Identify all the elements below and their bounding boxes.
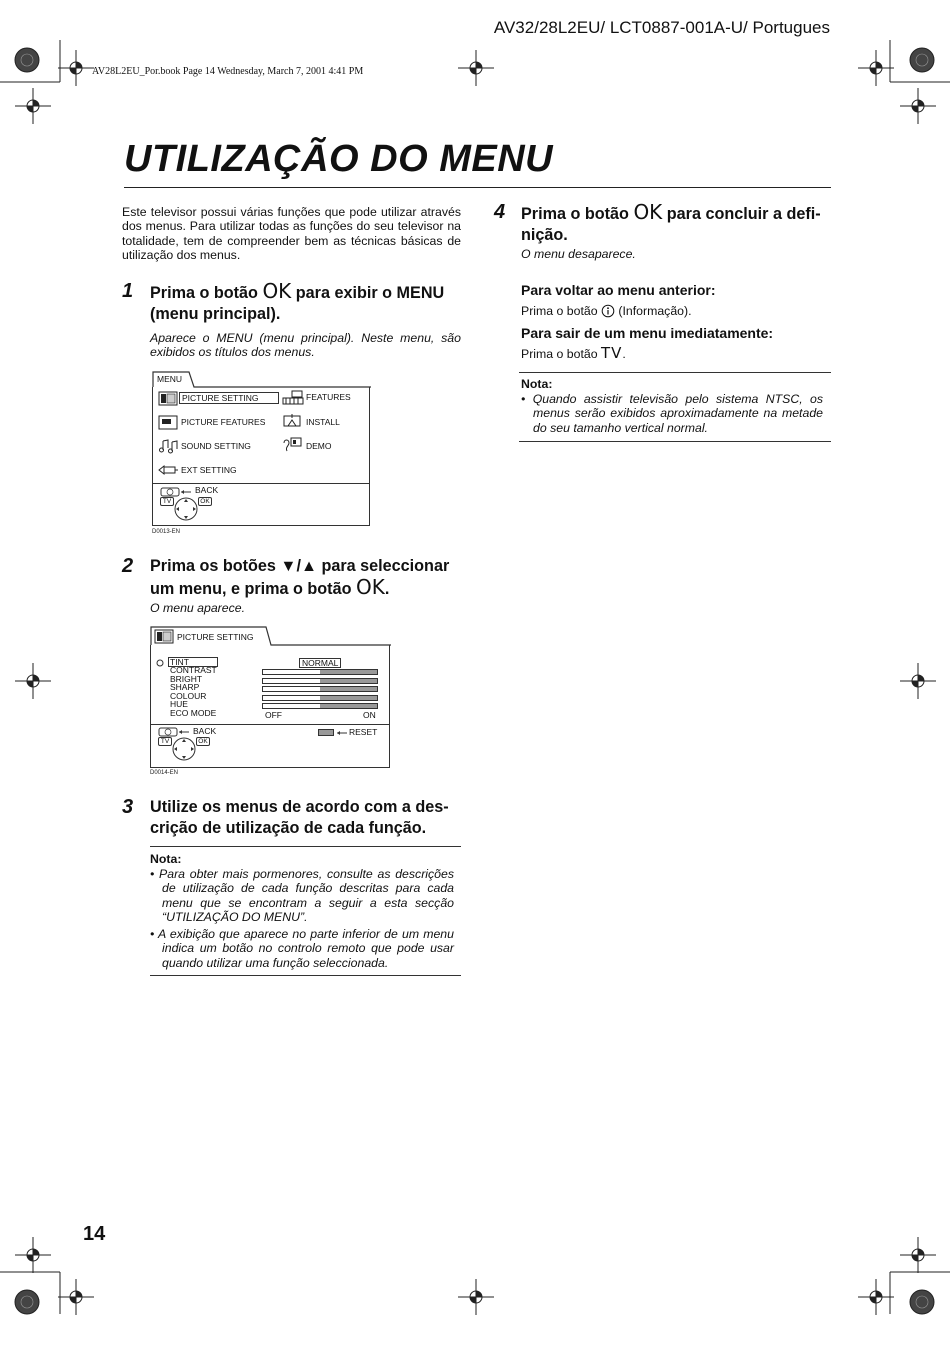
step-1-description: Aparece o MENU (menu principal). Neste menu, são exibidos os títulos dos menus. bbox=[150, 331, 461, 360]
title-divider bbox=[124, 187, 831, 188]
level-fill bbox=[320, 679, 377, 683]
install-tv-icon bbox=[282, 414, 302, 429]
eco-off-label: OFF bbox=[265, 710, 282, 720]
ok-button-glyph: OK bbox=[633, 200, 663, 224]
step-2-heading-post: . bbox=[384, 580, 390, 598]
row-label[interactable]: CONTRAST bbox=[170, 665, 217, 675]
step-1-number: 1 bbox=[122, 280, 134, 302]
step-4-heading-post: para concluir a defi- bbox=[662, 205, 821, 223]
arrow-left-icon bbox=[336, 729, 348, 737]
reset-hint-label: RESET bbox=[349, 727, 378, 737]
page-title: UTILIZAÇÃO DO MENU bbox=[124, 138, 554, 180]
note-bullet-text: Quando assistir televisão pelo sistema NTSC, os menus serão exibidos aproximadamente na metade do seu tamanho vertical normal. bbox=[532, 392, 823, 435]
step-3-heading-line1: Utilize os menus de acordo com a des- bbox=[150, 798, 449, 816]
step-3-heading bbox=[150, 797, 470, 839]
note-top-rule bbox=[519, 372, 831, 373]
ok-key: OK bbox=[196, 737, 210, 746]
document-code: AV32/28L2EU/ LCT0887-001A-U/ Portugues bbox=[493, 18, 830, 37]
note-bullet: • A exibição que aparece no parte inferior de um menu indica um botão no controlo remoto que pode usar quando utilizar uma função seleccionada. bbox=[150, 927, 454, 970]
sound-notes-icon bbox=[158, 439, 178, 454]
level-fill bbox=[320, 704, 377, 708]
row-label[interactable]: SHARP bbox=[170, 682, 200, 692]
note-bullet: • Para obter mais pormenores, consulte as descrições de utilização de cada função descritas para cada menu que se encontram a seguir a esta secção “UTILIZAÇÃO DO MENU”. bbox=[150, 867, 454, 925]
menu-item-picture-features[interactable]: PICTURE FEATURES bbox=[181, 417, 266, 427]
step-2-heading bbox=[150, 556, 470, 600]
step-1-heading-post: para exibir o MENU bbox=[291, 284, 445, 302]
picture-setting-screen bbox=[150, 632, 390, 768]
ok-button-glyph: OK bbox=[262, 279, 292, 303]
exit-section-heading: Para sair de um menu imediatamente: bbox=[521, 325, 774, 341]
note-label: Nota: bbox=[150, 852, 182, 866]
tv-button-glyph: TV bbox=[600, 344, 623, 362]
menu-item-sound-setting[interactable]: SOUND SETTING bbox=[181, 441, 251, 451]
picture-footer-divider bbox=[151, 724, 389, 725]
row-label[interactable]: COLOUR bbox=[170, 690, 207, 701]
level-fill bbox=[320, 696, 377, 700]
main-menu-screen bbox=[152, 374, 370, 526]
figure-code-1: D0013-EN bbox=[152, 529, 181, 535]
step-1-heading-pre: Prima o botão bbox=[150, 284, 263, 302]
demo-icon bbox=[282, 437, 302, 452]
level-bar[interactable] bbox=[262, 703, 378, 709]
step-2-description: O menu aparece. bbox=[150, 601, 246, 615]
level-fill bbox=[320, 687, 377, 691]
note-top-rule bbox=[150, 846, 461, 847]
row-label[interactable]: BRIGHT bbox=[170, 673, 203, 684]
page-number: 14 bbox=[83, 1223, 106, 1245]
step-1-heading-line2: (menu principal). bbox=[150, 305, 281, 323]
menu-footer-divider bbox=[153, 483, 369, 484]
exit-text-post: . bbox=[622, 347, 626, 361]
level-bar[interactable] bbox=[262, 686, 378, 692]
exit-text-pre: Prima o botão bbox=[521, 347, 601, 361]
menu-item-features[interactable]: FEATURES bbox=[306, 392, 351, 402]
back-hint-label: BACK bbox=[193, 726, 217, 736]
menu-item-ext-setting[interactable]: EXT SETTING bbox=[181, 465, 237, 475]
back-text-post: (Informação). bbox=[614, 304, 692, 318]
features-icon bbox=[282, 390, 304, 405]
step-2-heading-pre: um menu, e prima o botão bbox=[150, 580, 356, 598]
back-section-text bbox=[521, 304, 692, 318]
ext-connector-icon bbox=[158, 463, 178, 478]
step-4-description: O menu desaparece. bbox=[521, 247, 636, 261]
level-fill bbox=[320, 670, 377, 674]
step-4-heading-line2: nição. bbox=[521, 226, 568, 244]
row-label[interactable]: ECO MODE bbox=[170, 707, 217, 718]
tv-key: TV bbox=[160, 497, 174, 506]
step-2-number: 2 bbox=[122, 555, 134, 577]
menu-tab-label: MENU bbox=[157, 374, 183, 384]
exit-section-text bbox=[521, 346, 626, 361]
reset-color-key bbox=[318, 729, 334, 736]
step-2-heading-line1: Prima os botões ▼/▲ para seleccionar bbox=[150, 557, 450, 575]
note-label: Nota: bbox=[521, 377, 553, 391]
tv-key: TV bbox=[158, 737, 172, 746]
row-label[interactable]: TINT bbox=[168, 657, 218, 667]
step-3-number: 3 bbox=[122, 796, 134, 818]
picture-setting-icon bbox=[158, 391, 178, 406]
row-label[interactable]: HUE bbox=[170, 699, 188, 709]
note-bottom-rule bbox=[150, 975, 461, 976]
step-4-heading-pre: Prima o botão bbox=[521, 205, 634, 223]
menu-item-picture-setting[interactable]: PICTURE SETTING bbox=[179, 392, 279, 404]
step-1-heading bbox=[150, 281, 470, 325]
back-hint-label: BACK bbox=[195, 485, 219, 495]
picture-features-icon bbox=[158, 415, 178, 430]
level-bar[interactable] bbox=[262, 678, 378, 684]
note-bullet-text: Para obter mais pormenores, consulte as descrições de utilização de cada função descritas para cada menu que se encontram a seguir a esta secção “UTILIZAÇÃO DO MENU”. bbox=[159, 867, 454, 925]
note-bullet: • Quando assistir televisão pelo sistema NTSC, os menus serão exibidos aproximadamente na metade do seu tamanho vertical normal. bbox=[521, 392, 823, 435]
figure-code-2: D0014-EN bbox=[150, 770, 179, 776]
tint-value: NORMAL bbox=[299, 658, 341, 668]
level-bar[interactable] bbox=[262, 695, 378, 701]
step-4-heading bbox=[521, 202, 836, 246]
menu-item-install[interactable]: INSTALL bbox=[306, 417, 340, 427]
book-info-line: AV28L2EU_Por.book Page 14 Wednesday, March 7, 2001 4:41 PM bbox=[92, 66, 364, 77]
back-text-pre: Prima o botão bbox=[521, 304, 601, 318]
back-section-heading: Para voltar ao menu anterior: bbox=[521, 282, 716, 298]
menu-tab-outline bbox=[152, 370, 372, 388]
intro-paragraph: Este televisor possui várias funções que pode utilizar através dos menus. Para utilizar todas as funções do seu televisor na totalidade, tem de compreender bem as técnicas básicas de utilização dos menus. bbox=[122, 205, 461, 263]
eco-on-label: ON bbox=[363, 710, 376, 720]
level-bar[interactable] bbox=[262, 669, 378, 675]
note-bullet-text: A exibição que aparece no parte inferior de um menu indica um botão no controlo remoto que pode usar quando utilizar uma função seleccionada. bbox=[158, 927, 454, 970]
ok-key: OK bbox=[198, 497, 212, 506]
ok-button-glyph: OK bbox=[355, 575, 385, 599]
note-bottom-rule bbox=[519, 441, 831, 442]
step-4-number: 4 bbox=[494, 201, 506, 223]
cursor-circle-icon bbox=[156, 659, 166, 669]
menu-item-demo[interactable]: DEMO bbox=[306, 441, 332, 451]
picture-tab-label: PICTURE SETTING bbox=[177, 632, 254, 642]
info-icon bbox=[601, 304, 615, 318]
step-3-heading-line2: crição de utilização de cada função. bbox=[150, 819, 427, 837]
picture-setting-icon bbox=[154, 629, 174, 644]
